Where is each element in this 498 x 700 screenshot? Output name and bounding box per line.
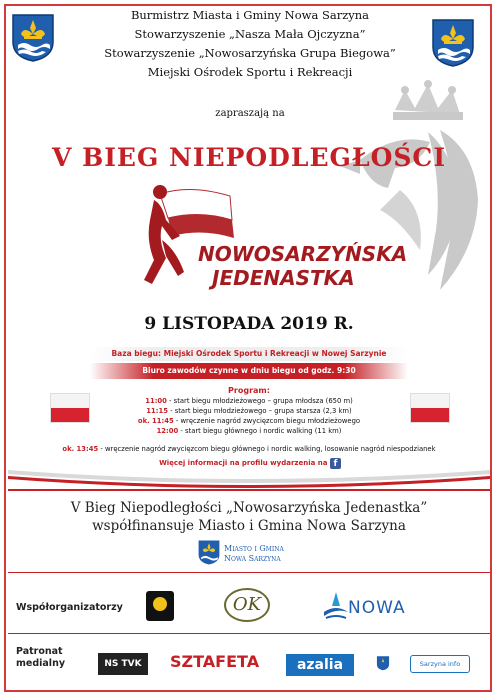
divider-bottom xyxy=(8,633,490,634)
nowa-swoosh-icon xyxy=(322,590,350,622)
logo-line-jedenastka: JEDENASTKA xyxy=(212,266,355,290)
invite-text: zapraszają na xyxy=(215,108,285,119)
media-logo-azalia: azalia xyxy=(286,654,354,676)
polish-flag-left xyxy=(50,393,90,423)
program-item-last: ok. 13:45 - wręczenie nagród zwycięzcom biegu głównego i nordic walking, losowanie nagród niespodzianek xyxy=(62,445,436,453)
organizer-grupa-biegowa: Stowarzyszenie „Nowosarzyńska Grupa Biegowa” xyxy=(104,46,396,60)
media-logo-nstvk: NS TVK xyxy=(98,653,148,675)
more-info-link[interactable]: Więcej informacji na profilu wydarzenia na f xyxy=(140,457,360,469)
nowa-sarzyna-crest-right xyxy=(430,17,476,67)
program-label: Program: xyxy=(228,386,270,395)
patron-label: Patronat medialny xyxy=(16,646,66,669)
program-item: 11:00 - start biegu młodzieżowego – grupa młodsza (650 m) xyxy=(145,397,353,405)
cofinance-line-2: współfinansuje Miasto i Gmina Nowa Sarzyna xyxy=(92,518,406,534)
gmina-logo-text: Miasto i Gmina Nowa Sarzyna xyxy=(224,544,284,563)
gmina-crest-icon xyxy=(197,539,221,565)
media-crest-icon xyxy=(376,655,390,671)
media-logo-sarzyna-info: Sarzyna info xyxy=(410,655,470,673)
divider-top xyxy=(8,489,490,491)
base-info: Baza biegu: Miejski Ośrodek Sportu i Rekreacji w Nowej Sarzynie xyxy=(90,347,408,361)
polish-flag-right xyxy=(410,393,450,423)
program-item: 11:15 - start biegu młodzieżowego – grupa starsza (2,3 km) xyxy=(146,407,352,415)
organizer-mosir: Miejski Ośrodek Sportu i Rekreacji xyxy=(147,65,353,79)
coorganizers-label: Współorganizatorzy xyxy=(16,602,123,613)
program-item: ok. 11:45 - wręczenie nagród zwycięzcom biegu młodzieżowego xyxy=(137,417,361,425)
coorganizer-logo-ok: OK xyxy=(224,588,270,622)
event-title: V BIEG NIEPODLEGŁOŚCI xyxy=(51,143,447,172)
coorganizer-logo-nowa: NOWA xyxy=(322,590,412,624)
decorative-stripes xyxy=(8,468,490,488)
organizer-nasza-mala-ojczyzna: Stowarzyszenie „Nasza Mała Ojczyzna” xyxy=(134,27,366,41)
coorganizer-logo-grupa xyxy=(146,591,174,621)
divider-middle xyxy=(8,572,490,573)
organizer-burmistrz: Burmistrz Miasta i Gminy Nowa Sarzyna xyxy=(130,8,370,22)
program-block xyxy=(96,386,402,436)
nowa-sarzyna-crest-left xyxy=(10,12,56,62)
program-item: 12:00 - start biegu głównego i nordic walking (11 km) xyxy=(156,427,342,435)
office-info: Biuro zawodów czynne w dniu biegu od godz. 9:30 xyxy=(90,363,408,379)
logo-line-nowosarzynska: NOWOSARZYŃSKA xyxy=(198,242,408,266)
media-logo-sztafeta: SZTAFETA xyxy=(170,652,260,671)
cofinance-line-1: V Bieg Niepodległości „Nowosarzyńska Jedenastka” xyxy=(70,500,428,516)
facebook-icon: f xyxy=(330,458,341,469)
event-date: 9 LISTOPADA 2019 R. xyxy=(144,314,354,334)
